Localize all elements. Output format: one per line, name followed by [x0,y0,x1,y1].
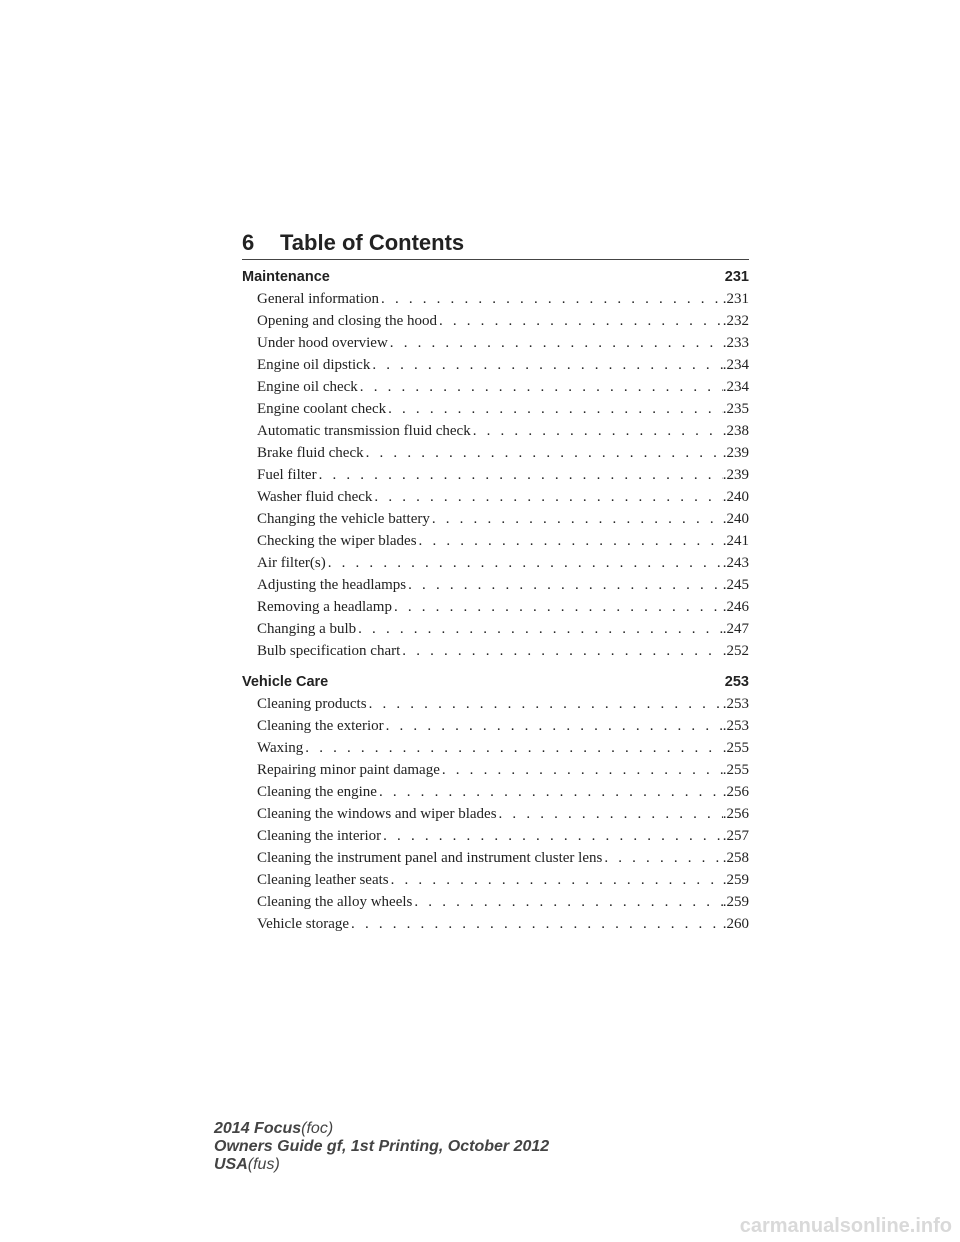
toc-entry-label: Engine coolant check [257,401,387,417]
toc-entry-label: Cleaning the instrument panel and instrument cluster lens [257,850,603,866]
toc-entry[interactable] [242,552,749,574]
toc-entry-label: Washer fluid check [257,489,373,505]
footer-market-code: (fus) [247,1156,280,1173]
toc-entry-page: .259 [722,872,749,888]
toc-entry-label: Fuel filter [257,467,317,483]
dot-leader [430,508,723,530]
toc-entry-label: Changing a bulb [257,621,357,637]
dot-leader [417,530,723,552]
toc-entry-page: .239 [722,445,749,461]
toc-entry-page: .256 [722,784,749,800]
footer-market: USA [214,1156,248,1173]
toc-entry[interactable] [242,913,749,935]
toc-entry[interactable] [242,891,749,913]
toc-entry-page: .232 [722,313,749,329]
dot-leader [386,398,723,420]
toc-section-maintenance [242,266,749,662]
toc-entry-page: .255 [722,740,749,756]
section-spacer [242,662,749,671]
footer-model-code: (foc) [301,1120,334,1137]
toc-entry-label: Changing the vehicle battery [257,511,430,527]
dot-leader [497,803,723,825]
page-header [242,229,749,260]
page-number: 6 [242,230,255,255]
toc-entry-label: Cleaning the interior [257,828,382,844]
dot-leader [326,552,723,574]
toc-entry-page: .238 [722,423,749,439]
toc-entry[interactable] [242,737,749,759]
dot-leader [379,288,723,310]
footer-line-model [214,1120,549,1138]
dot-leader [400,640,722,662]
dot-leader [412,891,722,913]
toc-entry[interactable] [242,530,749,552]
watermark: carmanualsonline.info [739,1215,952,1237]
toc-entry-page: .243 [722,555,749,571]
section-page: 231 [724,269,749,285]
toc-entry[interactable] [242,288,749,310]
toc-entry[interactable] [242,803,749,825]
dot-leader [384,715,723,737]
dot-leader [367,693,723,715]
toc-entry-label: Cleaning the windows and wiper blades [257,806,497,822]
footer-guide: Owners Guide gf, 1st Printing, October 2012 [214,1138,550,1155]
dot-leader [381,825,723,847]
dot-leader [389,869,723,891]
toc-entry[interactable] [242,869,749,891]
toc-entry-label: Cleaning the engine [257,784,377,800]
toc-entry-label: Bulb specification chart [257,643,401,659]
toc-entry-page: .256 [722,806,749,822]
toc-entry-label: Adjusting the headlamps [257,577,407,593]
toc-entry-page: .259 [722,894,749,910]
toc-entry[interactable] [242,574,749,596]
dot-leader [388,332,723,354]
dot-leader [303,737,722,759]
dot-leader [406,574,723,596]
footer-line-guide [214,1138,549,1156]
section-heading[interactable] [242,671,749,693]
section-entries [242,693,749,935]
dot-leader [602,847,722,869]
dot-leader [317,464,723,486]
toc-entry[interactable] [242,508,749,530]
dot-leader [437,310,723,332]
toc-entry-label: Removing a headlamp [257,599,392,615]
dot-leader [440,759,723,781]
dot-leader [392,596,723,618]
toc-entry-page: .239 [722,467,749,483]
toc-entry-label: Opening and closing the hood [257,313,437,329]
dot-leader [358,376,723,398]
dot-leader [349,913,723,935]
toc-entry-page: .246 [722,599,749,615]
dot-leader [471,420,723,442]
toc-entry-label: Cleaning products [257,696,367,712]
toc-entry-label: Air filter(s) [257,555,326,571]
toc-entry-page: .260 [722,916,749,932]
toc-entry[interactable] [242,640,749,662]
section-heading[interactable] [242,266,749,288]
toc-entry-page: .233 [722,335,749,351]
toc-entry-label: Cleaning leather seats [257,872,389,888]
toc-entry-label: Engine oil dipstick [257,357,371,373]
toc-entry-page: .258 [722,850,749,866]
footer-model: 2014 Focus [214,1120,302,1137]
toc-entry-label: Engine oil check [257,379,358,395]
toc-entry[interactable] [242,847,749,869]
toc-entry[interactable] [242,486,749,508]
toc-entry-page: .241 [722,533,749,549]
toc-entry-label: Cleaning the exterior [257,718,384,734]
dot-leader [377,781,723,803]
toc-entry[interactable] [242,310,749,332]
toc-entry[interactable] [242,825,749,847]
toc-entry-label: Automatic transmission fluid check [257,423,471,439]
toc-entry-label: Under hood overview [257,335,388,351]
toc-entry-page: .253 [722,718,749,734]
toc-entry-page: .235 [722,401,749,417]
dot-leader [356,618,723,640]
section-title: Vehicle Care [242,674,329,690]
toc-entry[interactable] [242,781,749,803]
page-title: Table of Contents [280,230,465,255]
footer-line-market [214,1156,549,1174]
dot-leader [372,486,722,508]
toc-entry[interactable] [242,354,749,376]
toc-entry[interactable] [242,715,749,737]
toc-entry[interactable] [242,442,749,464]
toc-entry-page: .234 [722,357,749,373]
toc-entry[interactable] [242,759,749,781]
section-page: 253 [724,674,749,690]
document-footer [214,1120,549,1174]
toc-entry-page: .231 [722,291,749,307]
toc-entry[interactable] [242,464,749,486]
toc-entry[interactable] [242,596,749,618]
toc-entry-label: Cleaning the alloy wheels [257,894,413,910]
toc-entry[interactable] [242,420,749,442]
toc-entry-page: .252 [722,643,749,659]
toc-entry-page: .234 [722,379,749,395]
toc-entry-page: .253 [722,696,749,712]
section-title: Maintenance [242,269,330,285]
toc-entry-page: .257 [722,828,749,844]
toc-entry-label: Vehicle storage [257,916,350,932]
toc-entry-label: Brake fluid check [257,445,364,461]
toc-entry-label: General information [257,291,380,307]
dot-leader [364,442,723,464]
toc-entry-label: Repairing minor paint damage [257,762,440,778]
toc-entry-label: Checking the wiper blades [257,533,417,549]
toc-entry-page: .255 [722,762,749,778]
table-of-contents [242,266,749,935]
toc-section-vehicle-care [242,671,749,935]
toc-entry-page: .247 [722,621,749,637]
toc-entry-page: .240 [722,489,749,505]
toc-entry-page: .245 [722,577,749,593]
toc-entry[interactable] [242,398,749,420]
toc-entry-label: Waxing [257,740,304,756]
toc-entry-page: .240 [722,511,749,527]
dot-leader [370,354,722,376]
toc-entry[interactable] [242,618,749,640]
section-entries [242,288,749,662]
toc-entry[interactable] [242,332,749,354]
toc-entry[interactable] [242,693,749,715]
toc-entry[interactable] [242,376,749,398]
